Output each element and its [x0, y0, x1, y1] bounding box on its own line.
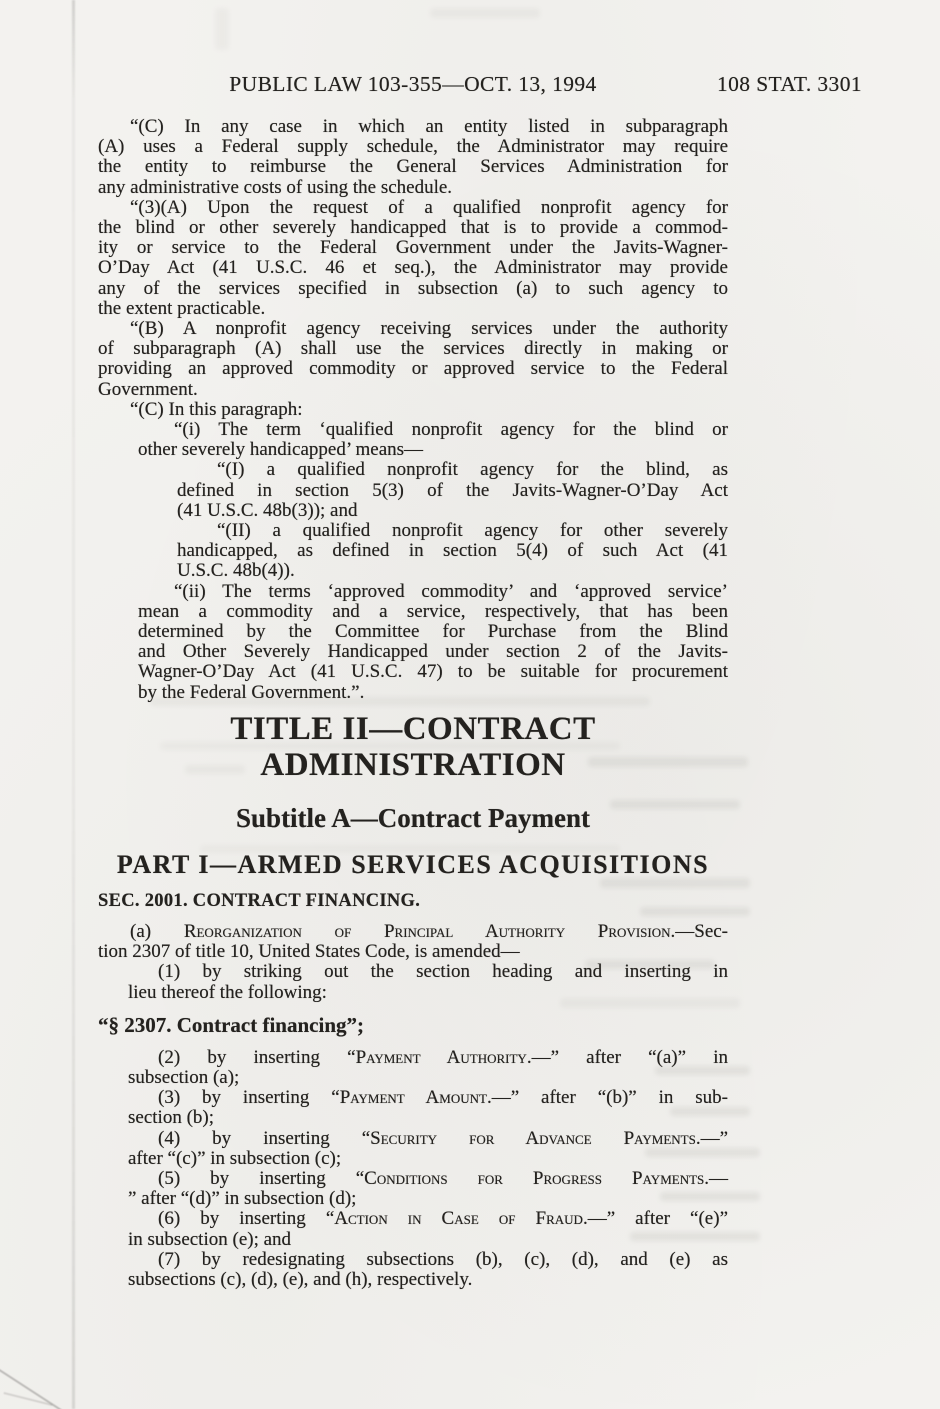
text-line	[138, 622, 728, 642]
paragraph	[98, 319, 728, 400]
text-segment: of subparagraph (A) shall use the services directly in making or	[98, 338, 728, 360]
text-line	[128, 1250, 728, 1270]
text-line	[177, 481, 728, 501]
text-line	[128, 1129, 728, 1149]
text-segment: “(i) The term ‘qualified nonprofit agency for the blind or	[174, 419, 728, 441]
text-segment: Wagner-O’Day Act (41 U.S.C. 47) to be suitable for procurement	[138, 661, 728, 683]
text-segment: “(ii) The terms ‘approved commodity’ and ‘approved service’	[174, 580, 728, 602]
scan-smudge	[610, 800, 740, 809]
text-segment: (7) by redesignating subsections (b), (c), (d), and (e) as	[158, 1248, 728, 1270]
scan-smudge	[640, 907, 750, 916]
text-segment: (A) uses a Federal supply schedule, the Administrator may require	[98, 136, 728, 158]
text-segment: .—Sec-	[670, 920, 729, 942]
small-caps-segment: Payment Authority	[355, 1046, 527, 1068]
text-line	[128, 1270, 728, 1290]
text-line	[177, 561, 728, 581]
text-line	[98, 178, 728, 198]
scan-smudge	[645, 1148, 760, 1157]
scan-crease-line	[72, 0, 75, 1409]
text-line	[138, 420, 728, 440]
text-segment: the entity to reimburse the General Services Administration for	[98, 156, 728, 178]
text-line	[138, 642, 728, 662]
text-line	[177, 460, 728, 480]
scan-smudge	[630, 1232, 760, 1241]
text-segment: providing an approved commodity or approved service to the Federal	[98, 358, 728, 380]
text-line	[98, 157, 728, 177]
text-line	[128, 1048, 728, 1068]
text-line	[98, 218, 728, 238]
text-segment: (2) by inserting “	[158, 1046, 356, 1068]
paragraph	[138, 582, 728, 703]
text-segment: .—” after “(a)” in	[526, 1046, 729, 1068]
text-segment: subsections (c), (d), (e), and (h), respectively.	[128, 1268, 473, 1290]
text-segment: and Other Severely Handicapped under section 2 of the Javits-	[138, 641, 728, 663]
paragraph	[98, 198, 728, 319]
small-caps-segment: Payment Amount	[339, 1087, 487, 1109]
text-segment: defined in section 5(3) of the Javits-Wagner-O’Day Act	[177, 479, 728, 501]
text-segment: any administrative costs of using the schedule.	[98, 176, 453, 198]
text-segment: lieu thereof the following:	[128, 981, 327, 1003]
text-line	[177, 501, 728, 521]
paragraph	[128, 1129, 728, 1169]
small-caps-segment: Conditions for Progress Payments	[364, 1167, 705, 1189]
text-segment: U.S.C. 48b(4)).	[177, 560, 295, 582]
text-segment: ity or service to the Federal Government under the Javits-Wagner-	[98, 237, 728, 259]
text-segment: the blind or other severely handicapped that is to provide a commod-	[98, 217, 728, 239]
text-segment: “(3)(A) Upon the request of a qualified nonprofit agency for	[130, 196, 728, 218]
text-segment: in subsection (e); and	[128, 1228, 292, 1250]
text-segment: (3) by inserting “	[158, 1087, 340, 1109]
text-line	[128, 1068, 728, 1088]
paragraph	[128, 1209, 728, 1249]
small-caps-segment: Security for Advance Payments	[370, 1127, 696, 1149]
text-segment: ” after “(d)” in subsection (d);	[128, 1188, 357, 1210]
paragraph	[98, 117, 728, 198]
scan-smudge	[670, 1107, 750, 1116]
text-line	[98, 400, 728, 420]
text-segment: “(C) In any case in which an entity listed in subparagraph	[130, 116, 728, 137]
text-segment: subsection (a);	[128, 1066, 240, 1088]
text-segment: “(C) In this paragraph:	[130, 398, 303, 420]
text-line	[128, 1088, 728, 1108]
scan-smudge	[585, 960, 715, 969]
text-line	[98, 258, 728, 278]
text-segment: .—” after “(b)” in sub-	[486, 1087, 728, 1109]
paragraph	[177, 521, 728, 582]
text-segment: by the Federal Government.”.	[138, 681, 365, 703]
text-segment: “(I) a qualified nonprofit agency for the blind, as	[217, 459, 728, 481]
text-line	[98, 319, 728, 339]
text-line	[177, 541, 728, 561]
text-segment: (41 U.S.C. 48b(3)); and	[177, 499, 358, 521]
paragraph	[128, 1169, 728, 1209]
text-segment: mean a commodity and a service, respectively, that has been	[138, 600, 728, 622]
text-segment: (4) by inserting “	[158, 1127, 371, 1149]
text-line	[128, 1209, 728, 1229]
scan-smudge	[200, 845, 620, 853]
paragraph	[128, 1088, 728, 1128]
text-segment: (1) by striking out the section heading and inserting in	[158, 961, 728, 983]
scan-smudge	[600, 878, 750, 888]
paragraph	[128, 1250, 728, 1290]
scan-smudge	[185, 765, 245, 774]
paragraph	[128, 1048, 728, 1088]
text-line	[98, 198, 728, 218]
paragraph	[138, 420, 728, 460]
scan-smudge	[160, 742, 620, 750]
scan-smudge	[215, 8, 229, 50]
text-line	[138, 602, 728, 622]
text-line	[128, 1189, 728, 1209]
paragraph	[177, 460, 728, 521]
section-heading: SEC. 2001. CONTRACT FINANCING.	[98, 890, 421, 911]
paragraph	[98, 922, 728, 962]
text-segment: .—”	[695, 1127, 729, 1149]
text-segment: determined by the Committee for Purchase from the Blind	[138, 621, 728, 643]
text-segment: section (b);	[128, 1107, 215, 1129]
text-line	[177, 521, 728, 541]
text-segment: the extent practicable.	[98, 297, 266, 319]
text-segment: “(B) A nonprofit agency receiving services under the authority	[130, 318, 728, 340]
text-line	[98, 117, 728, 137]
text-segment: after “(c)” in subsection (c);	[128, 1147, 342, 1169]
text-segment: .—” after “(e)”	[582, 1208, 728, 1230]
usc-section-heading: “§ 2307. Contract financing”;	[98, 1012, 364, 1037]
scan-smudge	[655, 1066, 750, 1075]
paragraph	[98, 400, 728, 420]
text-segment: “(II) a qualified nonprofit agency for other severely	[217, 520, 728, 542]
text-segment: (a)	[130, 920, 184, 942]
text-line	[138, 662, 728, 682]
text-line	[138, 440, 728, 460]
running-head-stat-citation: 108 STAT. 3301	[716, 72, 862, 96]
scan-smudge	[588, 757, 748, 767]
text-line	[98, 380, 728, 400]
scan-smudge	[660, 1192, 760, 1201]
text-segment: any of the services specified in subsection (a) to such agency to	[98, 277, 728, 299]
text-line	[98, 359, 728, 379]
text-segment: (5) by inserting “	[158, 1167, 365, 1189]
text-line	[128, 1169, 728, 1189]
scan-smudge	[150, 697, 650, 706]
subtitle-heading: Subtitle A—Contract Payment	[236, 802, 590, 833]
small-caps-segment: Action in Case of Fraud	[334, 1208, 583, 1230]
text-line	[98, 279, 728, 299]
text-line	[98, 339, 728, 359]
text-segment: .—	[704, 1167, 729, 1189]
small-caps-segment: Reorganization of Principal Authority Provision	[183, 920, 671, 942]
text-segment: other severely handicapped’ means—	[138, 439, 424, 461]
text-line	[98, 137, 728, 157]
text-line	[98, 299, 728, 319]
text-line	[98, 922, 728, 942]
text-line	[128, 1149, 728, 1169]
text-segment: O’Day Act (41 U.S.C. 46 et seq.), the Administrator may provide	[98, 257, 728, 279]
scan-smudge	[430, 8, 540, 18]
text-segment: handicapped, as defined in section 5(4) of such Act (41	[177, 540, 728, 562]
text-segment: (6) by inserting “	[158, 1208, 335, 1230]
text-line	[98, 238, 728, 258]
text-segment: Government.	[98, 378, 198, 400]
text-line	[128, 1108, 728, 1128]
running-head-law-citation: PUBLIC LAW 103-355—OCT. 13, 1994	[229, 72, 597, 96]
scan-smudge	[560, 998, 740, 1008]
part-heading: PART I—ARMED SERVICES ACQUISITIONS	[116, 849, 710, 879]
text-line	[138, 582, 728, 602]
text-segment: tion 2307 of title 10, United States Code, is amended—	[98, 941, 520, 963]
title-heading: TITLE II—CONTRACT ADMINISTRATION	[230, 710, 596, 783]
